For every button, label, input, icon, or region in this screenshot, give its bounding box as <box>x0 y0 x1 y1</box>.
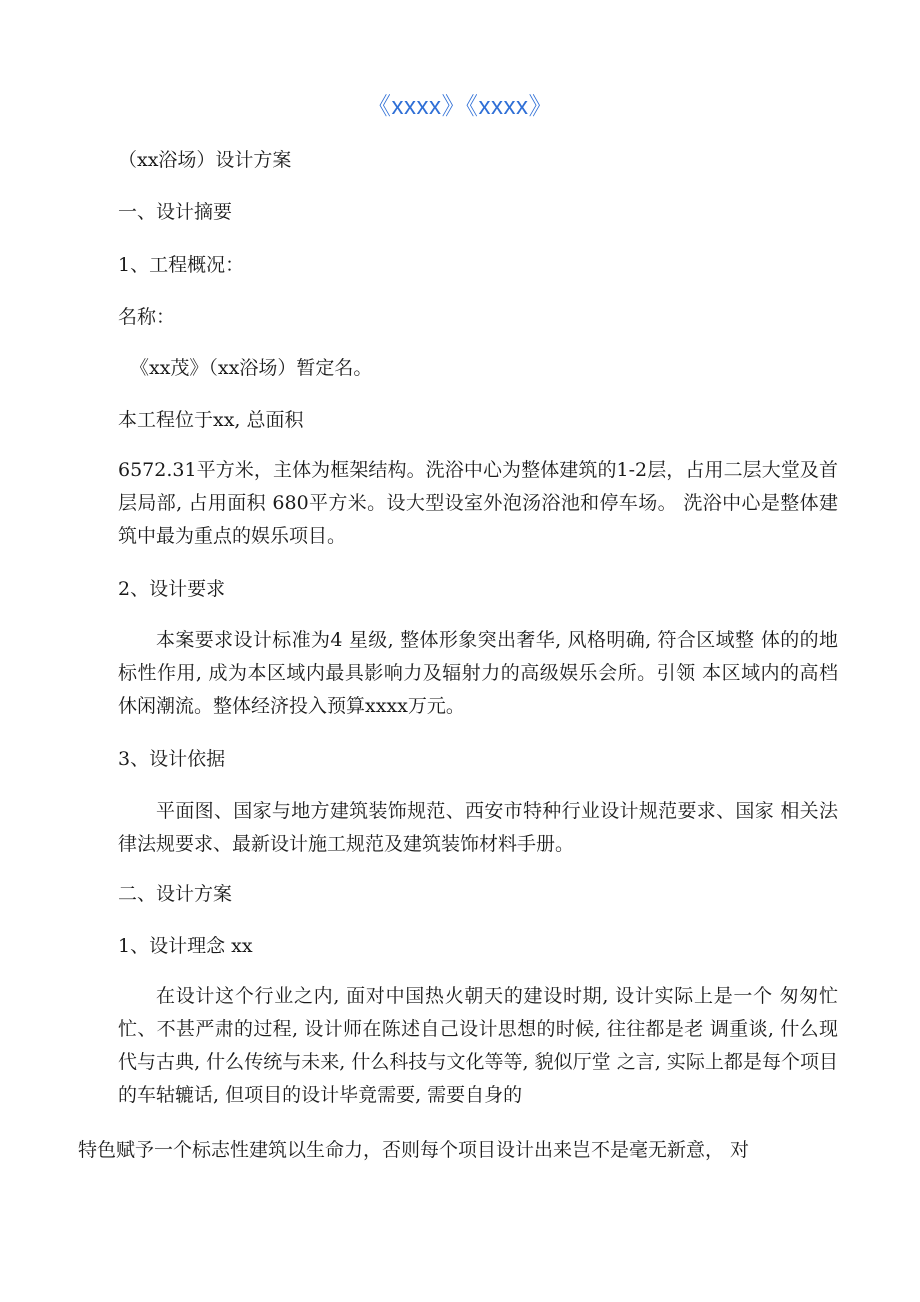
subsection-heading-requirements: 2、设计要求 <box>118 578 226 600</box>
section-heading-summary: 一、设计摘要 <box>118 201 233 223</box>
project-name: 《xx茂》（xx浴场）暂定名。 <box>130 357 373 379</box>
section-heading-plan: 二、设计方案 <box>118 883 233 905</box>
subsection-heading-overview: 1、工程概况： <box>118 254 245 276</box>
project-description: 6572.31平方米，主体为框架结构。洗浴中心为整体建筑的1-2层，占用二层大堂及首层局部, 占用面积 680平方米。设大型设室外泡汤浴池和停车场。 洗浴中心是整体建筑中最为重点的娱乐项目。 <box>118 459 838 547</box>
subsection-heading-concept: 1、设计理念 xx <box>118 935 253 957</box>
project-location: 本工程位于xx, 总面积 <box>118 409 304 431</box>
requirements-body: 本案要求设计标准为4 星级, 整体形象突出奢华, 风格明确, 符合区域整 体的的地标性作用, 成为本区域内最具影响力及辐射力的高级娱乐会所。引领 本区域内的高档休闲潮流。整体经济投入预算xxxx万元。 <box>118 629 838 717</box>
subsection-heading-basis: 3、设计依据 <box>118 748 226 770</box>
basis-body: 平面图、国家与地方建筑装饰规范、西安市特种行业设计规范要求、国家 相关法律法规要求、最新设计施工规范及建筑装饰材料手册。 <box>118 800 838 855</box>
document-title: 《xxxx》《xxxx》 <box>367 93 553 120</box>
document-subtitle: （xx浴场）设计方案 <box>118 149 292 171</box>
concept-body: 在设计这个行业之内, 面对中国热火朝天的建设时期, 设计实际上是一个 匆匆忙忙、不甚严肃的过程, 设计师在陈述自己设计思想的时候, 往往都是老 调重谈, 什么现代与古典, 什么传统与未来, 什么科技与文化等等, 貌似厅堂 之言, 实际上都是每个项目的车轱辘话, 但项目的设计毕竟需要, 需要自身的 <box>118 985 838 1106</box>
concept-continuation: 特色赋予一个标志性建筑以生命力，否则每个项目设计出来岂不是毫无新意， 对 <box>78 1139 750 1161</box>
name-label: 名称： <box>118 306 176 328</box>
